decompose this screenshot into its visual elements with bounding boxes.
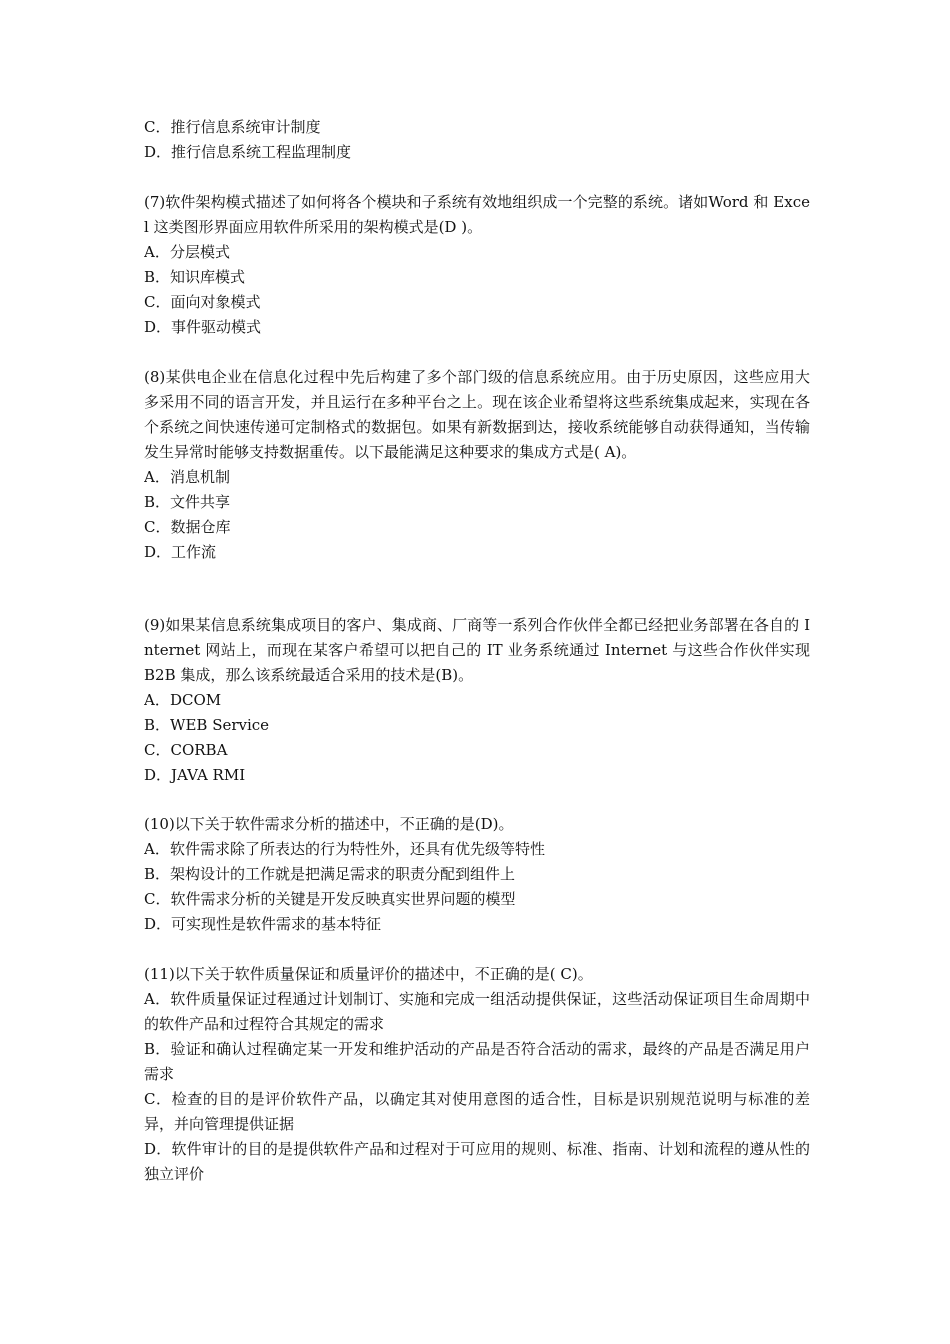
- option-text: 面向对象模式: [170, 293, 261, 311]
- option-text: 架构设计的工作就是把满足需求的职责分配到组件上: [170, 865, 516, 883]
- option-text: 推行信息系统工程监理制度: [171, 143, 352, 161]
- option-b: [144, 1037, 810, 1087]
- option-text: 消息机制: [170, 468, 231, 486]
- option-c: [144, 1087, 810, 1137]
- option-text: 工作流: [171, 543, 217, 561]
- option-c: [144, 515, 810, 540]
- option-label: C．: [144, 1090, 172, 1108]
- question-stem: (8)某供电企业在信息化过程中先后构建了多个部门级的信息系统应用。由于历史原因，这些应用大多采用不同的语言开发，并且运行在多种平台之上。现在该企业希望将这些系统集成起来，实现在各个系统之间快速传递可定制格式的数据包。如果有新数据到达，接收系统能够自动获得通知，当传输发生异常时能够支持数据重传。以下最能满足这种要求的集成方式是( A)。: [144, 368, 810, 461]
- option-label: C．: [144, 293, 171, 311]
- option-d: [144, 912, 810, 937]
- option-a: [144, 688, 810, 713]
- option-text: CORBA: [170, 741, 228, 759]
- option-label: A．: [144, 840, 170, 858]
- option-text: 软件质量保证过程通过计划制订、实施和完成一组活动提供保证，这些活动保证项目生命周期中的软件产品和过程符合其规定的需求: [144, 990, 810, 1033]
- option-c: [144, 290, 810, 315]
- option-b: [144, 265, 810, 290]
- option-label: B．: [144, 716, 171, 734]
- option-label: D．: [144, 318, 172, 336]
- option-label: D．: [144, 766, 172, 784]
- option-text: 知识库模式: [170, 268, 246, 286]
- option-a: [144, 987, 810, 1037]
- option-label: C．: [144, 741, 171, 759]
- option-b: [144, 490, 810, 515]
- question-stem: (9)如果某信息系统集成项目的客户、集成商、厂商等一系列合作伙伴全都已经把业务部署在各自的 Internet 网站上，而现在某客户希望可以把自己的 IT 业务系统通过 Internet 与这些合作伙伴实现 B2B 集成，那么该系统最适合采用的技术是(B)。: [144, 616, 810, 684]
- option-label: C．: [144, 518, 171, 536]
- option-label: A．: [144, 243, 170, 261]
- option-b: [144, 862, 810, 887]
- option-label: B．: [144, 1040, 171, 1058]
- option-d: [144, 763, 810, 788]
- option-label: A．: [144, 691, 170, 709]
- option-text: 验证和确认过程确定某一开发和维护活动的产品是否符合活动的需求，最终的产品是否满足用户需求: [144, 1040, 810, 1083]
- option-c: [144, 115, 810, 140]
- option-text: 软件需求分析的关键是开发反映真实世界问题的模型: [170, 890, 516, 908]
- question-stem: (11)以下关于软件质量保证和质量评价的描述中，不正确的是( C)。: [144, 965, 593, 983]
- option-a: [144, 465, 810, 490]
- option-label: A．: [144, 990, 171, 1008]
- question-7: [144, 190, 810, 340]
- question-stem: (7)软件架构模式描述了如何将各个模块和子系统有效地组织成一个完整的系统。诸如Word 和 Excel 这类图形界面应用软件所采用的架构模式是(D )。: [144, 193, 810, 236]
- option-a: [144, 240, 810, 265]
- option-b: [144, 713, 810, 738]
- option-text: 检查的目的是评价软件产品，以确定其对使用意图的适合性，目标是识别规范说明与标准的差异，并向管理提供证据: [144, 1090, 810, 1133]
- option-c: [144, 887, 810, 912]
- option-text: WEB Service: [170, 716, 270, 734]
- question-9: [144, 613, 810, 788]
- question-10: [144, 812, 810, 937]
- question-11: [144, 962, 810, 1187]
- option-text: 软件审计的目的是提供软件产品和过程对于可应用的规则、标准、指南、计划和流程的遵从性的独立评价: [144, 1140, 810, 1183]
- option-label: A．: [144, 468, 170, 486]
- option-d: [144, 315, 810, 340]
- option-text: 分层模式: [170, 243, 231, 261]
- option-a: [144, 837, 810, 862]
- option-d: [144, 540, 810, 565]
- option-d: [144, 140, 810, 165]
- option-text: 数据仓库: [170, 518, 231, 536]
- option-label: D．: [144, 915, 172, 933]
- option-d: [144, 1137, 810, 1187]
- option-label: B．: [144, 865, 171, 883]
- option-label: B．: [144, 493, 171, 511]
- option-label: D．: [144, 143, 172, 161]
- option-text: 可实现性是软件需求的基本特征: [171, 915, 382, 933]
- option-label: C．: [144, 118, 171, 136]
- question-stem: (10)以下关于软件需求分析的描述中，不正确的是(D)。: [144, 815, 514, 833]
- option-text: 软件需求除了所表达的行为特性外，还具有优先级等特性: [170, 840, 546, 858]
- option-text: JAVA RMI: [171, 766, 246, 784]
- option-text: 文件共享: [170, 493, 231, 511]
- option-label: D．: [144, 543, 172, 561]
- option-text: 事件驱动模式: [171, 318, 262, 336]
- option-text: DCOM: [170, 691, 222, 709]
- option-label: B．: [144, 268, 171, 286]
- option-label: C．: [144, 890, 171, 908]
- leading-options: [144, 115, 810, 165]
- option-label: D．: [144, 1140, 172, 1158]
- question-8: [144, 365, 810, 565]
- option-c: [144, 738, 810, 763]
- option-text: 推行信息系统审计制度: [170, 118, 321, 136]
